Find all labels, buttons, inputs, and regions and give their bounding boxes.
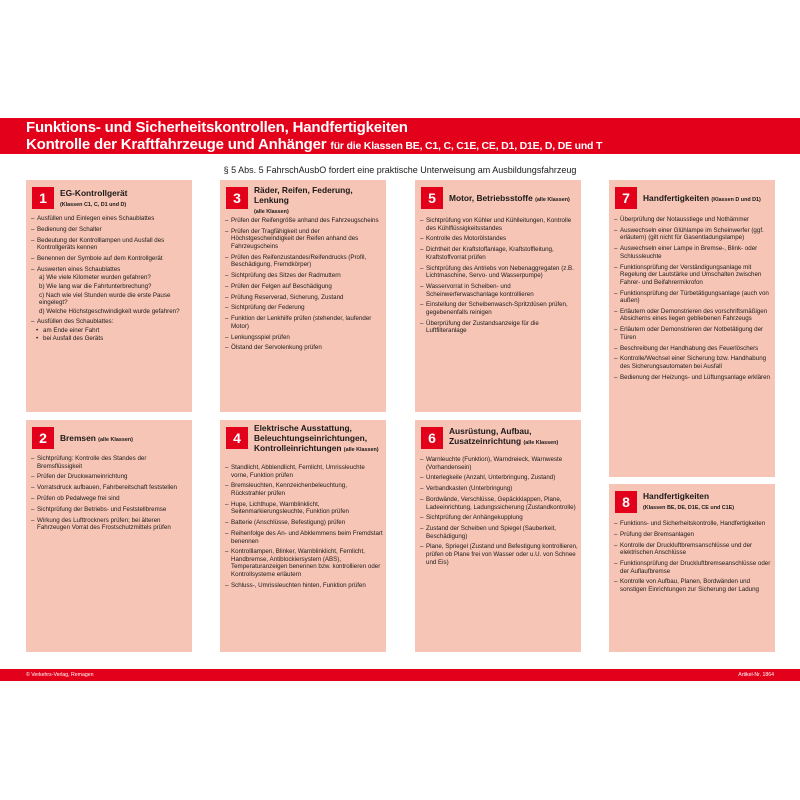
title-classes: für die Klassen BE, C1, C, C1E, CE, D1, D1E, D, DE und T — [330, 140, 603, 152]
list-item: – Dichtheit der Kraftstoffanlage, Kraftstoffleitung, Kraftstoffvorrat prüfen — [420, 246, 578, 261]
list-item: – Kontrolle/Wechsel einer Sicherung bzw. Handhabung des Sicherungsautomaten bei Ausfall — [614, 355, 772, 370]
list-item: – Funktions- und Sicherheitskontrolle, Handfertigkeiten — [614, 520, 772, 528]
panel-subtitle: (Klassen C1, C, D1 und D) — [60, 202, 127, 208]
list-item: – Wirkung des Lufttrockners prüfen; bei älteren Fahrzeugen Vorrat des Frostschutzmittels prüfen — [31, 517, 189, 532]
panel-item-list — [31, 455, 189, 535]
list-item: – Prüfen der Reifengröße anhand des Fahrzeugscheins — [225, 217, 383, 225]
list-item: – Benennen der Symbole auf dem Kontrollgerät — [31, 255, 189, 263]
list-item: – Überprüfung der Zustandsanzeige für die Luftfilteranlage — [420, 320, 578, 335]
list-item: – Kontrolllampen, Blinker, Warnblinklicht, Fernlicht, Handbremse, Antiblockiersystem (ABS), Temperaturanzeigen benennen bzw. kontrollieren oder Kontrollsysteme erläutern — [225, 548, 383, 578]
panel-ausruestung-aufbau — [415, 420, 581, 652]
list-item: – Kontrolle der Druckluftbremsanschlüsse und der elektrischen Anschlüsse — [614, 542, 772, 557]
panel-motor-betriebsstoffe — [415, 180, 581, 412]
list-item: – Sichtprüfung der Anhängekupplung — [420, 514, 578, 522]
panel-elektrische-ausstattung — [220, 420, 386, 652]
list-subitem: c) Nach wie viel Stunden wurde die erste Pause eingelegt? — [39, 291, 171, 307]
list-item: – Erläutern oder Demonstrieren der Notbetätigung der Türen — [614, 326, 772, 341]
list-item: – Hupe, Lichthupe, Warnblinklicht, Seitenmarkierungsleuchte, Funktion prüfen — [225, 501, 383, 516]
panel-eg-kontrollgeraet — [26, 180, 192, 412]
list-item: – Kontrolle des Motorölstandes — [420, 235, 578, 243]
list-item: – Warnleuchte (Funktion), Warndreieck, Warnweste (Vorhandensein) — [420, 456, 578, 471]
list-item: – Prüfen ob Pedalwege frei sind — [31, 495, 189, 503]
list-item: – Standlicht, Abblendlicht, Fernlicht, Umrissleuchte vorne, Funktion prüfen — [225, 464, 383, 479]
list-item: – Funktionsprüfung der Verständigungsanlage mit Regelung der Lautstärke und Umschalten zwischen Fahrer- und Beifahrermikrofon — [614, 264, 772, 287]
publisher-credit: © Verkehrs-Verlag, Remagen — [26, 672, 94, 678]
list-subitem: a) Wie viele Kilometer wurden gefahren? — [39, 274, 151, 282]
panel-subtitle: (alle Klassen) — [98, 437, 133, 443]
list-item: – Prüfung Reserverad, Sicherung, Zustand — [225, 294, 383, 302]
panel-title-text: Räder, Reifen, Federung, Lenkung — [254, 185, 353, 205]
panel-handfertigkeiten-d — [609, 180, 775, 477]
panel-number: 7 — [615, 187, 637, 209]
panel-subtitle: (Klassen BE, DE, D1E, CE und C1E) — [643, 505, 735, 511]
list-item: – Wasservorrat in Scheiben- und Scheinwerferwaschanlage kontrollieren — [420, 283, 578, 298]
list-item: – Bremsleuchten, Kennzeichenbeleuchtung, Rückstrahler prüfen — [225, 482, 383, 497]
header-bar — [0, 118, 800, 154]
list-item: – Prüfen der Tragfähigkeit und der Höchstgeschwindigkeit der Reifen anhand des Fahrzeugscheins — [225, 228, 383, 251]
panel-item-list — [614, 216, 772, 385]
list-item: – Sichtprüfung des Sitzes der Radmuttern — [225, 272, 383, 280]
article-number: Artikel-Nr. 1864 — [738, 672, 774, 678]
list-item: – Erläutern oder Demonstrieren des vorschriftsmäßigen Absicherns eines liegen gebliebenen Fahrzeugs — [614, 308, 772, 323]
panel-title — [60, 433, 189, 445]
panel-number: 6 — [421, 427, 443, 449]
list-item: – Sichtprüfung der Federung — [225, 304, 383, 312]
panel-number: 2 — [32, 427, 54, 449]
list-bullet: • am Ende einer Fahrt — [31, 327, 189, 335]
panel-number: 8 — [615, 491, 637, 513]
list-subitem: b) Wie lang war die Fahrtunterbrechung? — [39, 282, 152, 290]
list-item: – Beschreibung der Handhabung des Feuerlöschers — [614, 345, 772, 353]
list-item: – Sichtprüfung der Betriebs- und Feststellbremse — [31, 506, 189, 514]
panel-title-text: Motor, Betriebsstoffe — [449, 193, 533, 203]
panel-title — [254, 185, 383, 217]
panel-title — [643, 193, 772, 205]
list-item: – Vorratsdruck aufbauen, Fahrbereitschaft feststellen — [31, 484, 189, 492]
list-item: – Reihenfolge des An- und Abklemmens beim Fremdstart benennen — [225, 530, 383, 545]
panel-title — [254, 423, 383, 455]
title-main: Kontrolle der Kraftfahrzeuge und Anhänger — [26, 136, 331, 153]
panel-bremsen — [26, 420, 192, 652]
list-item: – Überprüfung der Notausstiege und Nothämmer — [614, 216, 772, 224]
panel-handfertigkeiten-e — [609, 484, 775, 652]
panel-subtitle: (alle Klassen) — [343, 447, 379, 453]
list-item: – Prüfen des Reifenzustandes/Reifendrucks (Profil, Beschädigung, Fremdkörper) — [225, 254, 383, 269]
panel-raeder-reifen — [220, 180, 386, 412]
list-item: – Prüfen der Felgen auf Beschädigung — [225, 283, 383, 291]
list-item: – Funktionsprüfung der Druckluftbremseanschlüsse oder der Auflaufbremse — [614, 560, 772, 575]
list-subitem: d) Welche Höchstgeschwindigkeit wurde gefahren? — [39, 307, 180, 315]
panel-item-list — [420, 217, 578, 338]
legal-reference: § 5 Abs. 5 FahrschAusbO fordert eine praktische Unterweisung am Ausbildungsfahrzeug — [223, 165, 577, 175]
list-item: – Batterie (Anschlüsse, Befestigung) prüfen — [225, 519, 383, 527]
list-item: – Bedienung der Heizungs- und Lüftungsanlage erklären — [614, 374, 772, 382]
panel-title — [449, 193, 578, 205]
list-item: – Sichtprüfung von Kühler und Kühlleitungen, Kontrolle des Kühlflüssigkeitsstandes — [420, 217, 578, 232]
list-item: – Bedienung der Schalter — [31, 226, 189, 234]
list-item: – Schluss-, Umrissleuchten hinten, Funktion prüfen — [225, 582, 383, 590]
panel-subtitle: (alle Klassen) — [254, 209, 289, 215]
list-item: – Funktion der Lenkhilfe prüfen (stehender, laufender Motor) — [225, 315, 383, 330]
page-title-line2 — [26, 136, 602, 153]
panel-number: 1 — [32, 187, 54, 209]
panel-item-list — [225, 464, 383, 593]
list-item: – Ausfüllen des Schaublattes: — [31, 318, 189, 326]
panel-title — [449, 426, 578, 448]
list-item: – Funktionsprüfung der Türbetätigungsanlage (auch von außen) — [614, 290, 772, 305]
panel-item-list — [420, 456, 578, 569]
list-item: – Auswechseln einer Glühlampe im Scheinwerfer (ggf. erläutern) (gilt nicht für Gasentladungslampe) — [614, 227, 772, 242]
panel-item-list — [225, 217, 383, 355]
panel-item-list — [31, 215, 189, 344]
list-item: – Sichtprüfung: Kontrolle des Standes der Bremsflüssigkeit — [31, 455, 189, 470]
panel-title-text: Ausrüstung, Aufbau, Zusatzeinrichtung — [449, 426, 532, 446]
panel-title — [643, 491, 772, 513]
panel-number: 5 — [421, 187, 443, 209]
panel-item-list — [614, 520, 772, 597]
list-item: – Prüfung der Bremsanlagen — [614, 531, 772, 539]
panel-title-text: EG-Kontrollgerät — [60, 188, 128, 198]
list-item: – Lenkungsspiel prüfen — [225, 334, 383, 342]
list-item: – Bedeutung der Kontrolllampen und Ausfall des Kontrollgeräts kennen — [31, 237, 189, 252]
list-item: – Verbandkasten (Unterbringung) — [420, 485, 578, 493]
list-item: – Auswechseln einer Lampe in Bremse-, Blink- oder Schlussleuchte — [614, 245, 772, 260]
panel-title — [60, 188, 189, 210]
panel-subtitle: (alle Klassen) — [523, 440, 559, 446]
list-item: – Plane, Spriegel (Zustand und Befestigung kontrollieren, prüfen ob Plane frei von Wasser oder u.U. von Schnee und Eis) — [420, 543, 578, 566]
list-item: – Bordwände, Verschlüsse, Gepäckklappen, Plane, Ladeeinrichtung, Ladungssicherung (Zustandkontrolle) — [420, 496, 578, 511]
list-item: – Kontrolle von Aufbau, Planen, Bordwänden und sonstigen Einrichtungen zur Sicherung der Ladung — [614, 578, 772, 593]
list-item: – Zustand der Scheiben und Spiegel (Sauberkeit, Beschädigung) — [420, 525, 578, 540]
list-item: – Unterlegkeile (Anzahl, Unterbringung, Zustand) — [420, 474, 578, 482]
page-title: Funktions- und Sicherheitskontrollen, Handfertigkeiten — [26, 119, 408, 136]
panel-subtitle: (alle Klassen) — [535, 197, 570, 203]
list-bullet: • bei Ausfall des Geräts — [31, 335, 189, 343]
list-item: – Einstellung der Scheibenwasch-Spritzdüsen prüfen, gegebenenfalls reinigen — [420, 301, 578, 316]
panel-number: 4 — [226, 427, 248, 449]
panel-title-text: Elektrische Ausstattung, Beleuchtungseinrichtungen, Kontrolleinrichtungen — [254, 423, 368, 453]
list-item: – Ausfüllen und Einlegen eines Schaublattes — [31, 215, 189, 223]
footer-bar — [0, 669, 800, 681]
list-item: – Prüfen der Druckwarneinrichtung — [31, 473, 189, 481]
list-item: – Sichtprüfung des Antriebs von Nebenaggregaten (z.B. Lichtmaschine, Servo- und Wasserpumpe) — [420, 265, 578, 280]
list-item: – Ölstand der Servolenkung prüfen — [225, 344, 383, 352]
panel-title-text: Handfertigkeiten — [643, 491, 710, 501]
panel-number: 3 — [226, 187, 248, 209]
panel-subtitle: (Klassen D und D1) — [711, 197, 761, 203]
panel-title-text: Bremsen — [60, 433, 96, 443]
panel-title-text: Handfertigkeiten — [643, 193, 710, 203]
list-item: – Auswerten eines Schaublattes — [31, 266, 189, 274]
